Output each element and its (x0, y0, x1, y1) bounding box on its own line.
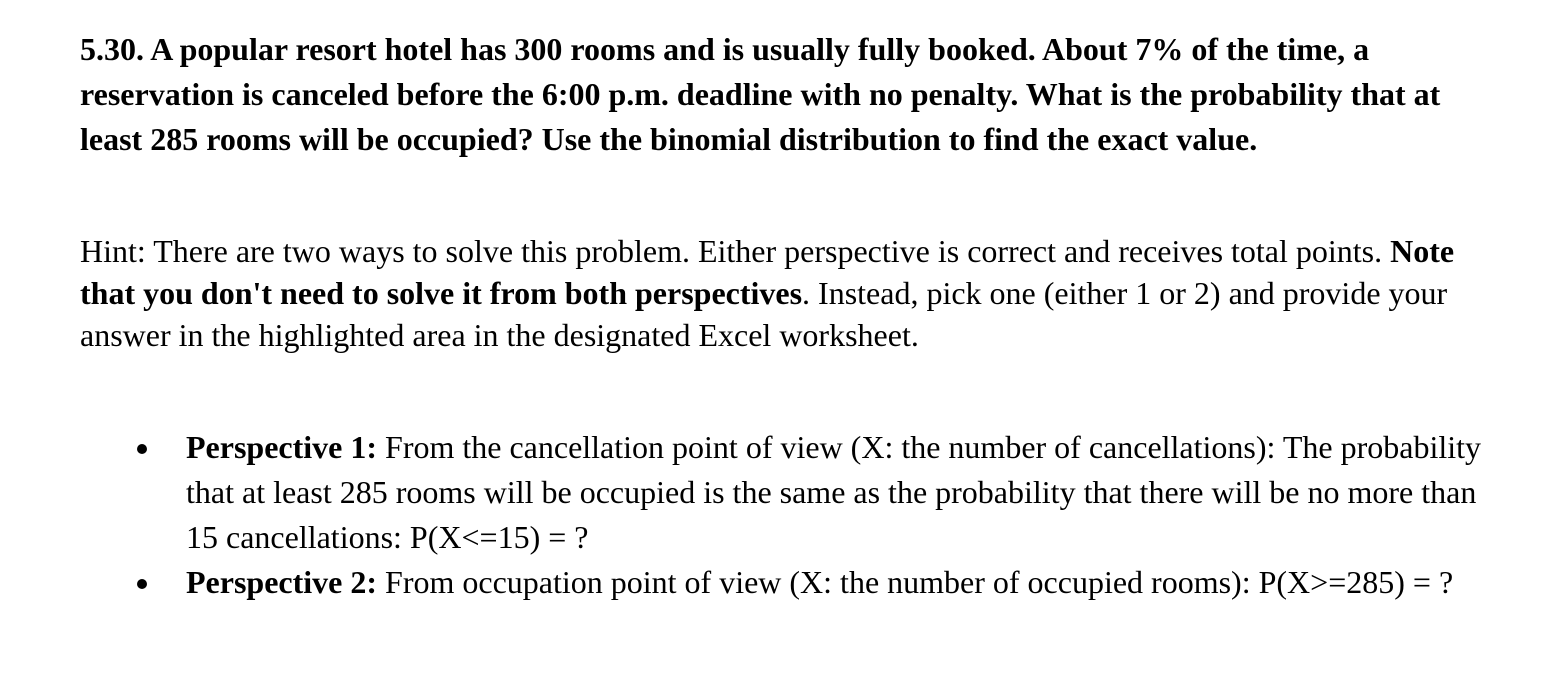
perspectives-list (0, 425, 1542, 605)
question-text: 5.30. A popular resort hotel has 300 rooms and is usually fully booked. About 7% of the time, a reservation is canceled before the 6:00 p.m. deadline with no penalty. What is the probability that at least 285 rooms will be occupied? Use the binomial distribution to find the exact value. (80, 31, 1441, 157)
hint-paragraph (80, 230, 1510, 356)
perspective-label: Perspective 1: (186, 429, 378, 465)
perspective-item-2 (0, 560, 1486, 605)
hint-bold-note: Note that you don't need to solve it from both perspectives (80, 233, 1455, 311)
perspective-text: From occupation point of view (X: the number of occupied rooms): P(X>=285) = ? (377, 564, 1454, 600)
hint-intro: Hint: There are two ways to solve this problem. Either perspective is correct and receives total points. (80, 233, 1391, 269)
bullet-icon (137, 579, 147, 589)
bullet-icon (137, 444, 147, 454)
perspective-text: From the cancellation point of view (X: the number of cancellations): The probability that at least 285 rooms will be occupied is the same as the probability that there will be no more than 15 cancellations: P(X<=15) = ? (186, 429, 1481, 555)
hint-rest: . Instead, pick one (either 1 or 2) and provide your answer in the highlighted area in the designated Excel worksheet. (80, 275, 1448, 353)
perspective-item-1 (0, 425, 1486, 560)
perspective-label: Perspective 2: (186, 564, 378, 600)
